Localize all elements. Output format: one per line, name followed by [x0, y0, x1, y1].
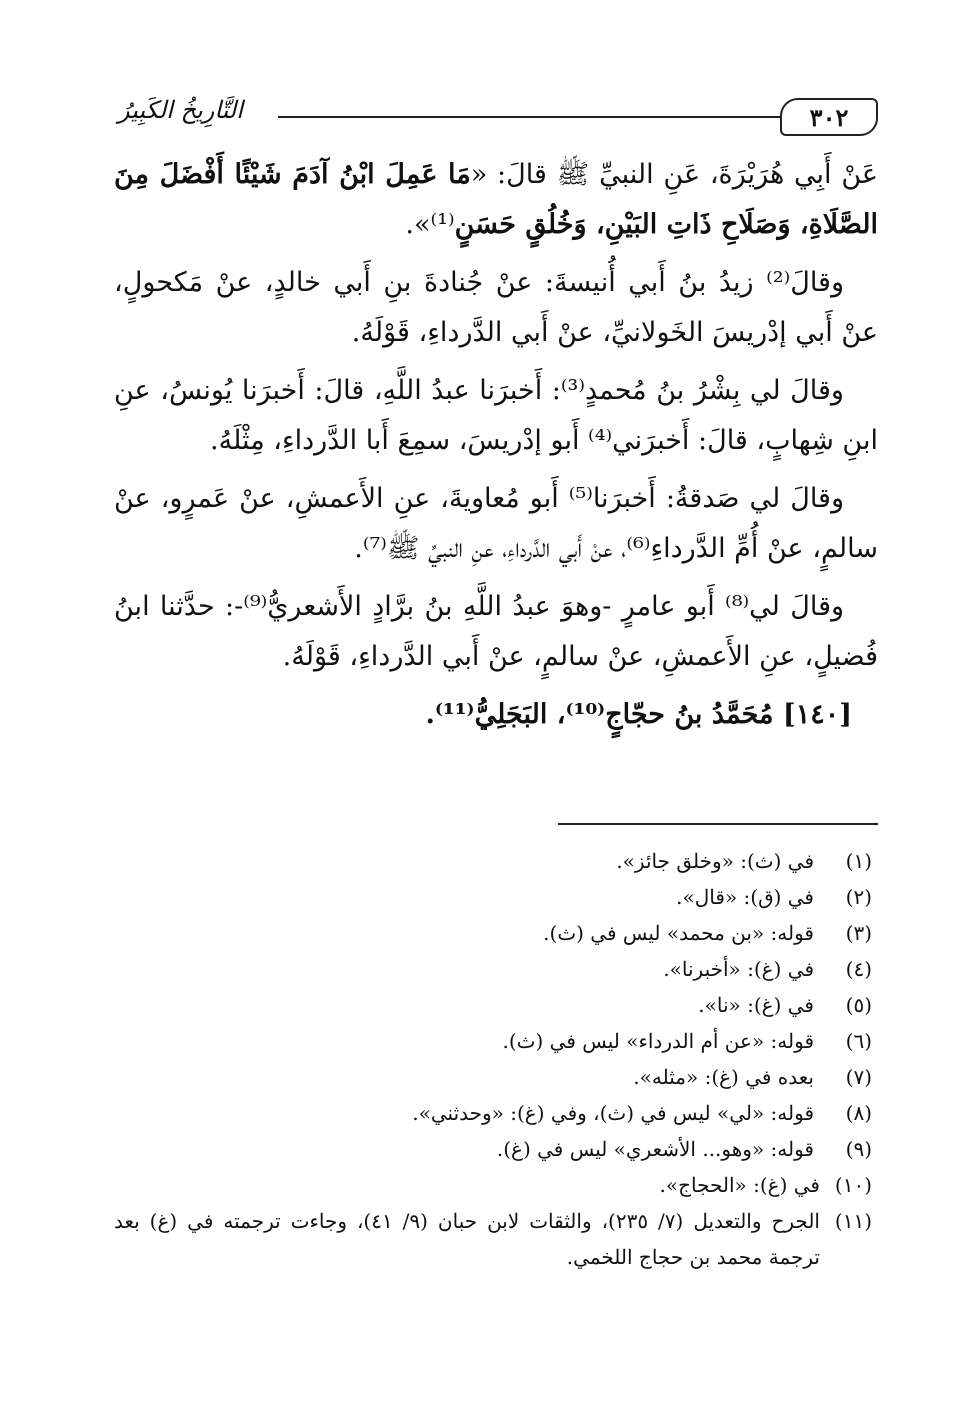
paragraph-bishr: وقالَ لي بِشْرُ بنُ مُحمدٍ⁽³⁾: أَخبرَنا عبدُ اللَّهِ، قالَ: أَخبرَنا يُونسُ، عنِ ابنِ شِهابٍ، قالَ: أَخبرَني⁽⁴⁾ أَبو إدْريسَ، سمِعَ أَبا الدَّرداءِ، مِثْلَهُ.: [114, 375, 878, 456]
footnote-item: [114, 915, 878, 951]
footnote-item: [114, 1131, 878, 1167]
footnote-text: قوله: «لي» ليس في (ث)، وفي (غ): «وحدثني».: [412, 1101, 814, 1125]
footnote-item: [114, 843, 878, 879]
footnote-item: [114, 879, 878, 915]
entry-name: مُحَمَّدُ بنُ حجّاجٍ⁽¹⁰⁾، البَجَلِيُّ⁽¹¹⁾.: [425, 699, 774, 730]
running-title: التَّارِيخُ الكَبِيرُ: [118, 96, 243, 124]
footnote-text: في (ث): «وخلق جائز».: [616, 849, 814, 873]
hadith-close: ⁽¹⁾».: [405, 209, 455, 240]
footnote-text: في (ق): «قال».: [676, 885, 814, 909]
footnote-number: (٦): [845, 1029, 872, 1053]
footnote-number: (٩): [845, 1137, 872, 1161]
paragraph-hadith: [114, 150, 878, 250]
page-header: [118, 96, 878, 136]
footnote-item: [114, 1167, 878, 1203]
header-rule: [278, 116, 782, 118]
paragraph-abu-amir: وقالَ لي⁽⁸⁾ أَبو عامرٍ -وهوَ عبدُ اللَّهِ بنُ برَّادٍ الأَشعريُّ⁽⁹⁾-: حدَّثنا ابنُ فُضيلٍ، عنِ الأَعمشِ، عنْ سالمٍ، عنْ أَبي الدَّرداءِ، قَوْلَهُ.: [114, 591, 878, 672]
footnote-text: في (غ): «أخبرنا».: [663, 957, 814, 981]
footnote-item: [114, 1059, 878, 1095]
footnote-number: (٣): [845, 921, 872, 945]
paragraph-sadaqa: وقالَ لي صَدقةُ: أَخبرَنا⁽⁵⁾ أَبو مُعاويةَ، عنِ الأَعمشِ، عنْ عَمرٍو، عنْ سالمٍ، عنْ أُمِّ الدَّرداءِ⁽⁶⁾، عنْ أَبي الدَّرداءِ، عنِ النبيِّ ﷺ⁽⁷⁾.: [114, 483, 878, 564]
footnote-number: (١١): [834, 1209, 872, 1233]
footnote-item: [114, 1023, 878, 1059]
hadith-intro: عَنْ أَبِي هُرَيْرَةَ، عَنِ النبيِّ ﷺ قالَ: «: [470, 159, 879, 190]
footnote-number: (٥): [845, 993, 872, 1017]
footnote-number: (١٠): [834, 1173, 872, 1197]
footnote-number: (٧): [845, 1065, 872, 1089]
footnote-text: في (غ): «الحجاج».: [659, 1173, 820, 1197]
footnote-number: (٨): [845, 1101, 872, 1125]
footnote-separator: [558, 823, 878, 825]
hadith-text: مَا عَمِلَ ابْنُ آدَمَ شَيْئًا أَفْضَلَ مِنَ الصَّلَاةِ، وَصَلَاحِ ذَاتِ البَيْنِ، وَخُلُقٍ حَسَنٍ: [114, 159, 878, 240]
footnote-item: [114, 951, 878, 987]
footnote-text: قوله: «عن أم الدرداء» ليس في (ث).: [502, 1029, 814, 1053]
main-text: [114, 150, 878, 748]
entry-heading: [114, 690, 878, 740]
footnote-item: [114, 987, 878, 1023]
footnotes-list: [114, 843, 878, 1275]
footnote-number: (١): [845, 849, 872, 873]
footnote-item: [114, 1203, 878, 1275]
footnote-text: الجرح والتعديل (٧/ ٢٣٥)، والثقات لابن حبان (٩/ ٤١)، وجاءت ترجمته في (غ) بعد ترجمة محمد بن حجاج اللخمي.: [114, 1209, 820, 1269]
entry-number: [١٤٠]: [782, 699, 852, 730]
footnote-text: قوله: «وهو... الأشعري» ليس في (غ).: [496, 1137, 814, 1161]
footnote-text: بعده في (غ): «مثله».: [633, 1065, 814, 1089]
footnote-number: (٤): [845, 957, 872, 981]
footnote-text: قوله: «بن محمد» ليس في (ث).: [543, 921, 814, 945]
footnote-item: [114, 1095, 878, 1131]
paragraph-zayd: وقالَ⁽²⁾ زيدُ بنُ أَبي أُنيسةَ: عنْ جُنادةَ بنِ أَبي خالدٍ، عنْ مَكحولٍ، عنْ أَبي إدْريسَ الخَولانيِّ، عنْ أَبي الدَّرداءِ، قَوْلَهُ.: [114, 267, 878, 348]
footnote-number: (٢): [845, 885, 872, 909]
footnote-text: في (غ): «نا».: [698, 993, 814, 1017]
page-number: ٣٠٢: [780, 98, 878, 136]
